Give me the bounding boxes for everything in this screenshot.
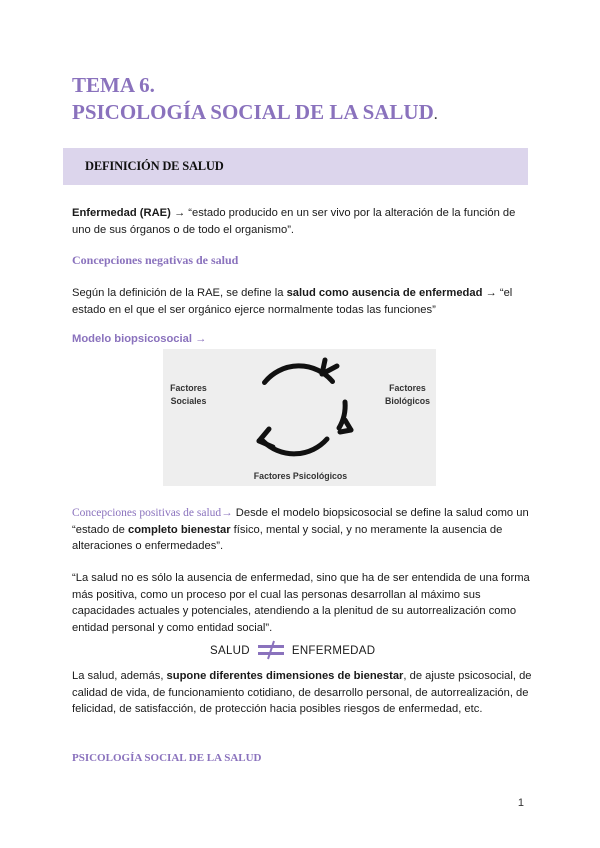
title-trailing-dot: . xyxy=(433,106,438,123)
negativas-paragraph xyxy=(72,285,532,318)
positivas-heading: Concepciones positivas de salud xyxy=(72,507,222,519)
enfermedad-term: Enfermedad (RAE) xyxy=(72,207,171,219)
dimensiones-text: La salud, además, xyxy=(72,670,167,682)
enfermedad-label: ENFERMEDAD xyxy=(291,645,376,657)
positivas-paragraph xyxy=(72,505,532,555)
title-line-2-text: PSICOLOGÍA SOCIAL DE LA SALUD xyxy=(72,100,434,124)
not-equal-icon xyxy=(258,640,284,663)
cycle-arrows-icon xyxy=(163,349,436,486)
negativas-text: Según la definición de la RAE, se define la xyxy=(72,287,287,299)
label-sociales-2: Sociales xyxy=(170,396,207,406)
label-sociales-1: Factores xyxy=(170,383,207,393)
dimensiones-text-after: , de ajuste psicosocial, de calidad de vida, de funcionamiento cotidiano, de desarrollo personal, de autorrealización, de felicidad, de satisfacción, de protección hacia posibles riesgos de enfermedad, etc. xyxy=(72,670,532,715)
page-number: 1 xyxy=(517,797,524,809)
label-biologicos-2: Biológicos xyxy=(385,396,430,406)
positivas-bold: completo bienestar xyxy=(127,523,231,536)
dimensiones-paragraph xyxy=(72,668,532,718)
section-heading-box xyxy=(63,148,528,185)
biopsychosocial-diagram xyxy=(163,349,436,486)
enfermedad-text: “estado producido en un ser vivo por la alteración de la función de uno de sus órganos o de todo el organismo”. xyxy=(72,207,516,236)
negativas-arrow: → xyxy=(482,287,500,299)
page-title xyxy=(72,72,438,128)
quote-paragraph: “La salud no es sólo la ausencia de enfermedad, sino que ha de ser entendida de una forma más positiva, como un proceso por el cual las personas desarrollan al máximo sus capacidades actuales y potenciales, atendiendo a la plenitud de su autorrealización como entidad personal y como entidad social”. xyxy=(72,572,530,634)
positivas-arrow: → xyxy=(221,507,233,519)
title-line-2 xyxy=(72,99,438,128)
section-heading: DEFINICIÓN DE SALUD xyxy=(85,159,224,173)
salud-label: SALUD xyxy=(210,645,250,657)
title-line-1: TEMA 6. xyxy=(72,73,155,97)
modelo-heading: Modelo biopsicosocial → xyxy=(72,333,207,345)
enfermedad-arrow: → xyxy=(170,207,189,219)
positivas-text-after: físico, mental y social, y no meramente la ausencia de alteraciones o enfermedades”. xyxy=(72,523,503,552)
positivas-text: Desde el modelo biopsicosocial se define la salud como un “estado de xyxy=(72,507,529,536)
enfermedad-definition xyxy=(72,205,532,238)
label-factores-sociales xyxy=(163,382,214,408)
label-factores-psicologicos: Factores Psicológicos xyxy=(253,471,348,481)
label-biologicos-1: Factores xyxy=(389,383,426,393)
next-section-heading: PSICOLOGÍA SOCIAL DE LA SALUD xyxy=(72,752,262,764)
label-factores-biologicos xyxy=(379,382,436,408)
salud-enfermedad-row xyxy=(210,641,375,661)
negativas-quote: “el estado en el que el ser orgánico ejerce normalmente todas las funciones” xyxy=(72,287,513,316)
negativas-bold: salud como ausencia de enfermedad xyxy=(286,287,483,299)
negativas-heading: Concepciones negativas de salud xyxy=(72,253,239,267)
dimensiones-bold: supone diferentes dimensiones de bienestar xyxy=(166,670,404,682)
